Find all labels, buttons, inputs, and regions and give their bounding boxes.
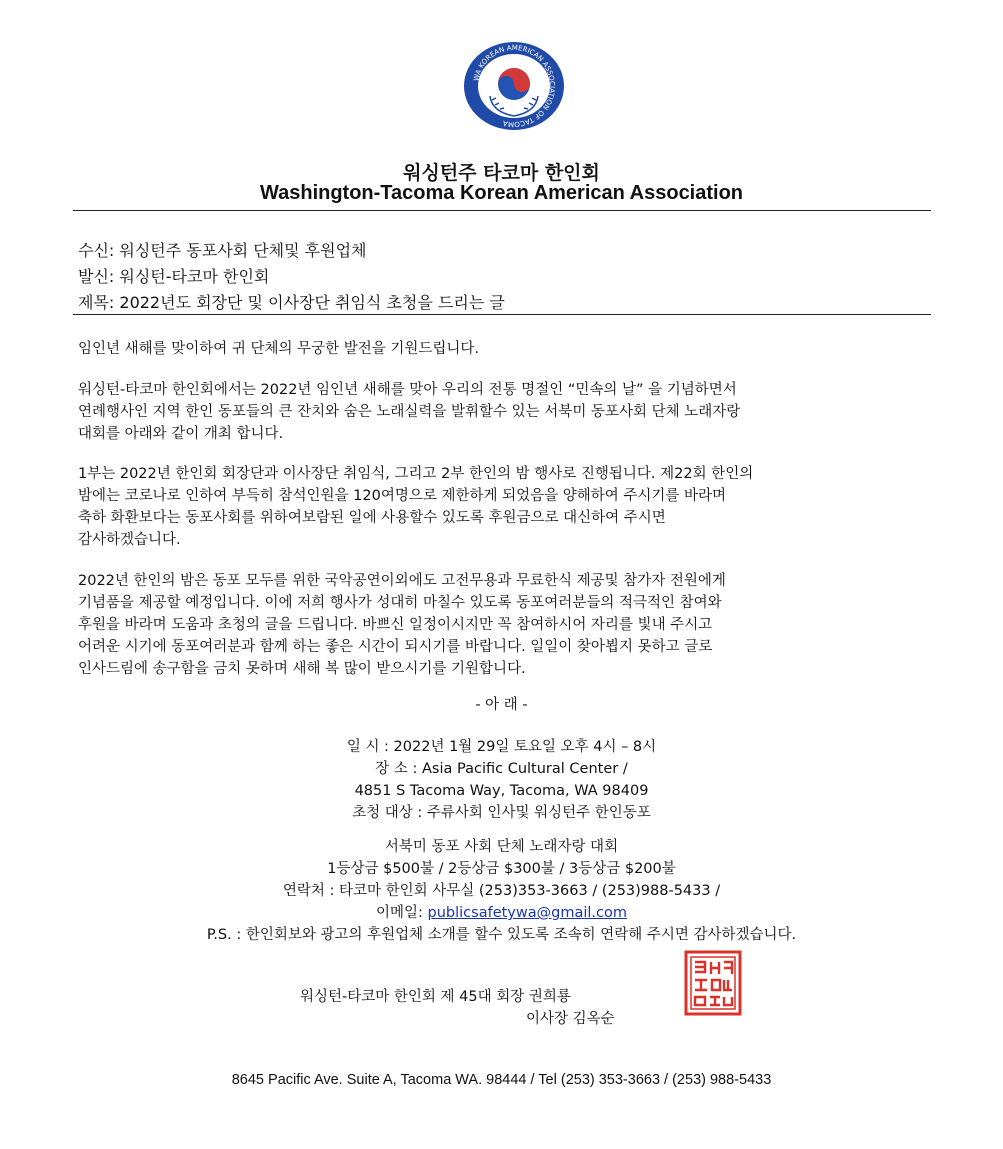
paragraph-line: 축하 화환보다는 동포사회를 위하여보람된 일에 사용할수 있도록 후원금으로 대신하여 주시면 (78, 510, 666, 526)
recipient-line: 수신: 워싱턴주 동포사회 단체및 후원업체 (78, 241, 367, 260)
sender-line: 발신: 워싱턴-타코마 한인회 (78, 267, 270, 286)
official-seal-icon (684, 950, 742, 1016)
event-invitees: 초청 대상 : 주류사회 인사및 워싱턴주 한인동포 (352, 805, 651, 821)
contest-title: 서북미 동포 사회 단체 노래자랑 대회 (384, 839, 619, 855)
signature-block (300, 986, 615, 1030)
org-name-english: Washington-Tacoma Korean American Association (259, 182, 744, 204)
paragraph-line: 밤에는 코로나로 인하여 부득히 참석인원을 120여명으로 제한하게 되었음을 양해하여 주시기를 바라며 (78, 488, 727, 504)
paragraph-line: 2022년 한인의 밤은 동포 모두를 위한 국악공연이외에도 고전무용과 무료한식 제공및 참가자 전원에게 (78, 573, 726, 589)
chairman-signature: 이사장 김옥순 (526, 1011, 615, 1027)
taeguk-icon (498, 68, 530, 100)
email-link[interactable]: publicsafetywa@gmail.com (427, 905, 627, 921)
paragraph-line: 인사드림에 송구함을 금치 못하며 새해 복 많이 받으시기를 기원합니다. (78, 661, 526, 677)
subject-line: 제목: 2022년도 회장단 및 이사장단 취임식 초청을 드리는 글 (78, 293, 505, 312)
paragraph-line: 어려운 시기에 동포여러분과 함께 하는 좋은 시간이 되시기를 바랍니다. 일일이 찾아뵙지 못하고 글로 (78, 639, 713, 655)
program-paragraph (78, 463, 938, 551)
event-place: 장 소 : Asia Pacific Cultural Center / (375, 761, 628, 777)
paragraph-line: 워싱턴-타코마 한인회에서는 2022년 임인년 새해를 맞아 우리의 전통 명절인 “민속의 날” 을 기념하면서 (78, 382, 737, 398)
ps-note: P.S. : 한인회보와 광고의 후원업체 소개를 할수 있도록 조속히 연락해 주시면 감사하겠습니다. (206, 927, 797, 943)
association-logo (462, 40, 566, 132)
header-divider (73, 210, 931, 211)
footer-address: 8645 Pacific Ave. Suite A, Tacoma WA. 98444 / Tel (253) 353-3663 / (253) 988-5433 (231, 1072, 772, 1088)
event-address: 4851 S Tacoma Way, Tacoma, WA 98409 (354, 783, 649, 799)
paragraph-line: 1부는 2022년 한인회 회장단과 이사장단 취임식, 그리고 2부 한인의 밤 행사로 진행됩니다. 제22회 한인의 (78, 466, 754, 482)
org-name-korean: 워싱턴주 타코마 한인회 (403, 162, 600, 184)
paragraph-line: 후원을 바라며 도움과 초청의 글을 드립니다. 바쁘신 일정이시지만 꼭 참여하시어 자리를 빛내 주시고 (78, 617, 713, 633)
meta-divider (73, 314, 931, 315)
invitation-paragraph (78, 570, 938, 680)
contest-prizes: 1등상금 $500불 / 2등상금 $300불 / 3등상금 $200불 (327, 861, 676, 877)
paragraph-line: 감사하겠습니다. (78, 532, 181, 548)
intro-paragraph (78, 379, 938, 445)
email-line (0, 902, 1003, 924)
paragraph-line: 임인년 새해를 맞이하여 귀 단체의 무궁한 발전을 기원드립니다. (78, 341, 480, 357)
paragraph-line: 기념품을 제공할 예정입니다. 이에 저희 행사가 성대히 마칠수 있도록 동포여러분들의 적극적인 참여와 (78, 595, 722, 611)
president-signature: 워싱턴-타코마 한인회 제 45대 회장 권희룡 (300, 989, 571, 1005)
event-details (0, 736, 1003, 824)
email-label: 이메일: (376, 905, 428, 921)
contest-details (0, 836, 1003, 946)
paragraph-line: 대회를 아래와 같이 개최 합니다. (78, 426, 284, 442)
details-heading: - 아 래 - (475, 697, 528, 713)
greeting-paragraph (78, 338, 938, 360)
contact-line: 연락처 : 타코마 한인회 사무실 (253)353-3663 / (253)988-5433 / (282, 883, 721, 899)
logo-ring-text: WA KOREAN AMERICAN ASSOCIATION OF TACOMA (472, 43, 557, 129)
letter-meta (78, 238, 505, 316)
event-datetime: 일 시 : 2022년 1월 29일 토요일 오후 4시 – 8시 (346, 739, 657, 755)
paragraph-line: 연례행사인 지역 한인 동포들의 큰 잔치와 숨은 노래실력을 발휘할수 있는 서북미 동포사회 단체 노래자랑 (78, 404, 741, 420)
